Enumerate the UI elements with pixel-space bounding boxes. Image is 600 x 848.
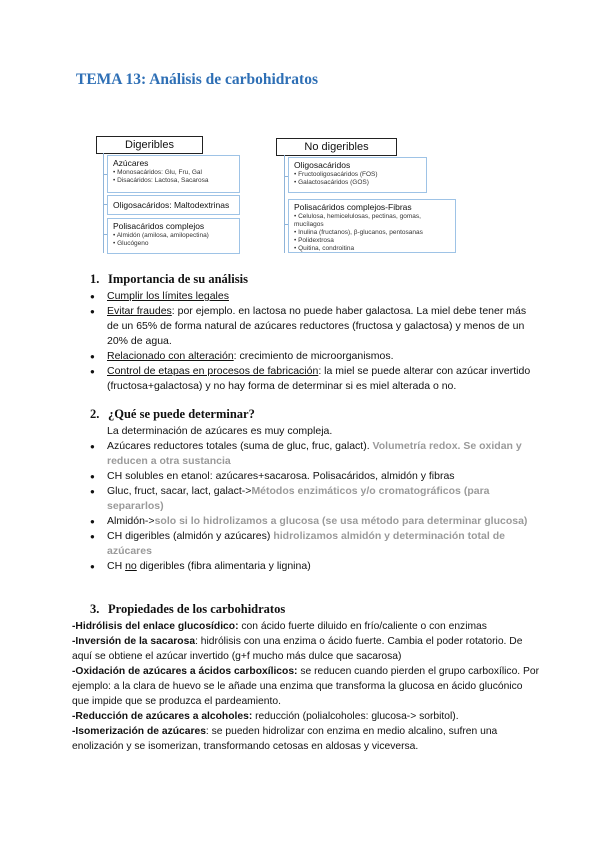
box-title: Polisacáridos complejos-Fibras xyxy=(294,202,412,212)
box-item: • Monosacáridos: Glu, Fru, Gal xyxy=(113,169,202,176)
property-item xyxy=(72,709,542,724)
list-item xyxy=(90,529,530,559)
list-item xyxy=(90,514,530,529)
item-text: : la miel se puede alterar con azúcar invertido (fructosa+galactosa) y no hay forma de determinar si es miel alterada o no. xyxy=(107,365,531,392)
section-title: Propiedades de los carbohidratos xyxy=(108,602,286,616)
item-note: solo si lo hidrolizamos a glucosa (se usa método para determinar glucosa) xyxy=(154,515,528,527)
section-2-list xyxy=(90,439,530,574)
right-connector xyxy=(284,155,285,253)
property-name: -Hidrólisis del enlace glucosídico: xyxy=(72,621,239,632)
left-connector xyxy=(103,153,104,253)
section-title: Importancia de su análisis xyxy=(108,272,248,286)
item-text: : por ejemplo. en lactosa no puede haber galactosa. La miel debe tener más de un 65% de forma natural de azúcares reductores (fructosa y galactosa) y menos de un 20% de agua. xyxy=(107,305,527,347)
property-text: se reducen cuando pierden el grupo carboxílico. Por ejemplo: a la clara de huevo se le añade una enzima que transforma la glucosa en ácido glucónico que impide que se produzca el pardeamiento. xyxy=(72,666,540,707)
no-digeribles-header: No digeribles xyxy=(276,138,397,156)
item-note: hidrolizamos almidón y determinación total de azúcares xyxy=(107,530,505,557)
property-item xyxy=(72,724,542,754)
list-item xyxy=(90,364,535,394)
section-title: ¿Qué se puede determinar? xyxy=(108,407,255,421)
page-title: TEMA 13: Análisis de carbohidratos xyxy=(76,71,318,88)
property-item xyxy=(72,664,542,709)
item-note: Volumetría redox. Se oxidan y reducen a otra sustancia xyxy=(107,440,522,467)
item-text: : crecimiento de microorganismos. xyxy=(233,350,394,362)
item-text: CH solubles en etanol: azúcares+sacarosa. Polisacáridos, almidón y fibras xyxy=(107,470,455,482)
item-note: Métodos enzimáticos y/o cromatográficos (para separarlos) xyxy=(107,485,490,512)
box-item: • Almidón (amilosa, amilopectina) xyxy=(113,232,209,239)
digeribles-header: Digeribles xyxy=(96,136,203,154)
box-item: • Inulina (fructanos), β-glucanos, pentosanas xyxy=(294,229,423,236)
box-title: Oligosacáridos: Maltodextrinas xyxy=(113,200,230,210)
list-item xyxy=(90,484,530,514)
property-text: con ácido fuerte diluido en frío/caliente o con enzimas xyxy=(238,621,487,632)
list-item xyxy=(90,304,535,349)
item-text: Gluc, fruct, sacar, lact, galact-> xyxy=(107,485,252,497)
list-item xyxy=(90,289,535,304)
box-item: • Polidextrosa xyxy=(294,237,334,244)
oligosacaridos-nd-box xyxy=(288,157,427,193)
box-item: • Galactosacáridos (GOS) xyxy=(294,179,369,186)
box-item: • Glucógeno xyxy=(113,240,149,247)
item-text: Azúcares reductores totales (suma de gluc, fruc, galact). xyxy=(107,440,373,452)
section-3-heading xyxy=(90,602,285,617)
section-3-list xyxy=(72,619,542,754)
box-item: • Fructooligosacáridos (FOS) xyxy=(294,171,378,178)
polisacaridos-box xyxy=(107,218,240,254)
list-item xyxy=(90,559,530,574)
box-title: Oligosacáridos xyxy=(294,160,351,170)
item-text: digeribles (fibra alimentaria y lignina) xyxy=(136,560,311,572)
azucares-box xyxy=(107,155,240,193)
property-name: -Isomerización de azúcares xyxy=(72,726,206,737)
box-item: • Disacáridos: Lactosa, Sacarosa xyxy=(113,177,209,184)
list-item xyxy=(90,439,530,469)
section-1-heading xyxy=(90,272,248,287)
item-text: CH digeribles (almidón y azúcares) xyxy=(107,530,274,542)
section-number: 2. xyxy=(90,407,100,421)
item-text: Almidón-> xyxy=(107,515,155,527)
box-title: Azúcares xyxy=(113,158,149,168)
property-text: : se pueden hidrolizar con enzima en medio alcalino, sufren una enolización y se isomerizan, transformando cetosas en aldosas y viceversa. xyxy=(72,726,498,752)
item-label: Cumplir los límites legales xyxy=(107,290,229,302)
box-item: • Quitina, condroitina xyxy=(294,245,355,252)
property-item xyxy=(72,619,542,634)
property-name: -Reducción de azúcares a alcoholes: xyxy=(72,711,253,722)
item-text: CH xyxy=(107,560,126,572)
section-2-intro: La determinación de azúcares es muy compleja. xyxy=(107,425,333,437)
property-text: : hidrólisis con una enzima o ácido fuerte. Cambia el poder rotatorio. De aquí se obtiene el azúcar invertido (g+f mucho más dulce que sacarosa) xyxy=(72,636,523,662)
item-underlined: no xyxy=(125,560,137,572)
section-number: 3. xyxy=(90,602,100,616)
fibras-box xyxy=(288,199,456,253)
item-label: Evitar fraudes xyxy=(107,305,172,317)
section-2-heading xyxy=(90,407,255,422)
box-title: Polisacáridos complejos xyxy=(113,221,205,231)
list-item xyxy=(90,349,535,364)
oligosacaridos-box xyxy=(107,195,240,215)
list-item xyxy=(90,469,530,484)
box-item: • Celulosa, hemicelulosas, pectinas, gomas, mucílagos xyxy=(294,213,421,228)
property-name: -Oxidación de azúcares a ácidos carboxílicos: xyxy=(72,666,298,677)
section-1-list xyxy=(90,289,535,394)
property-name: -Inversión de la sacarosa xyxy=(72,636,196,647)
item-label: Control de etapas en procesos de fabricación xyxy=(107,365,319,377)
section-number: 1. xyxy=(90,272,100,286)
item-label: Relacionado con alteración xyxy=(107,350,234,362)
property-text: reducción (polialcoholes: glucosa-> sorbitol). xyxy=(252,711,459,722)
property-item xyxy=(72,634,542,664)
